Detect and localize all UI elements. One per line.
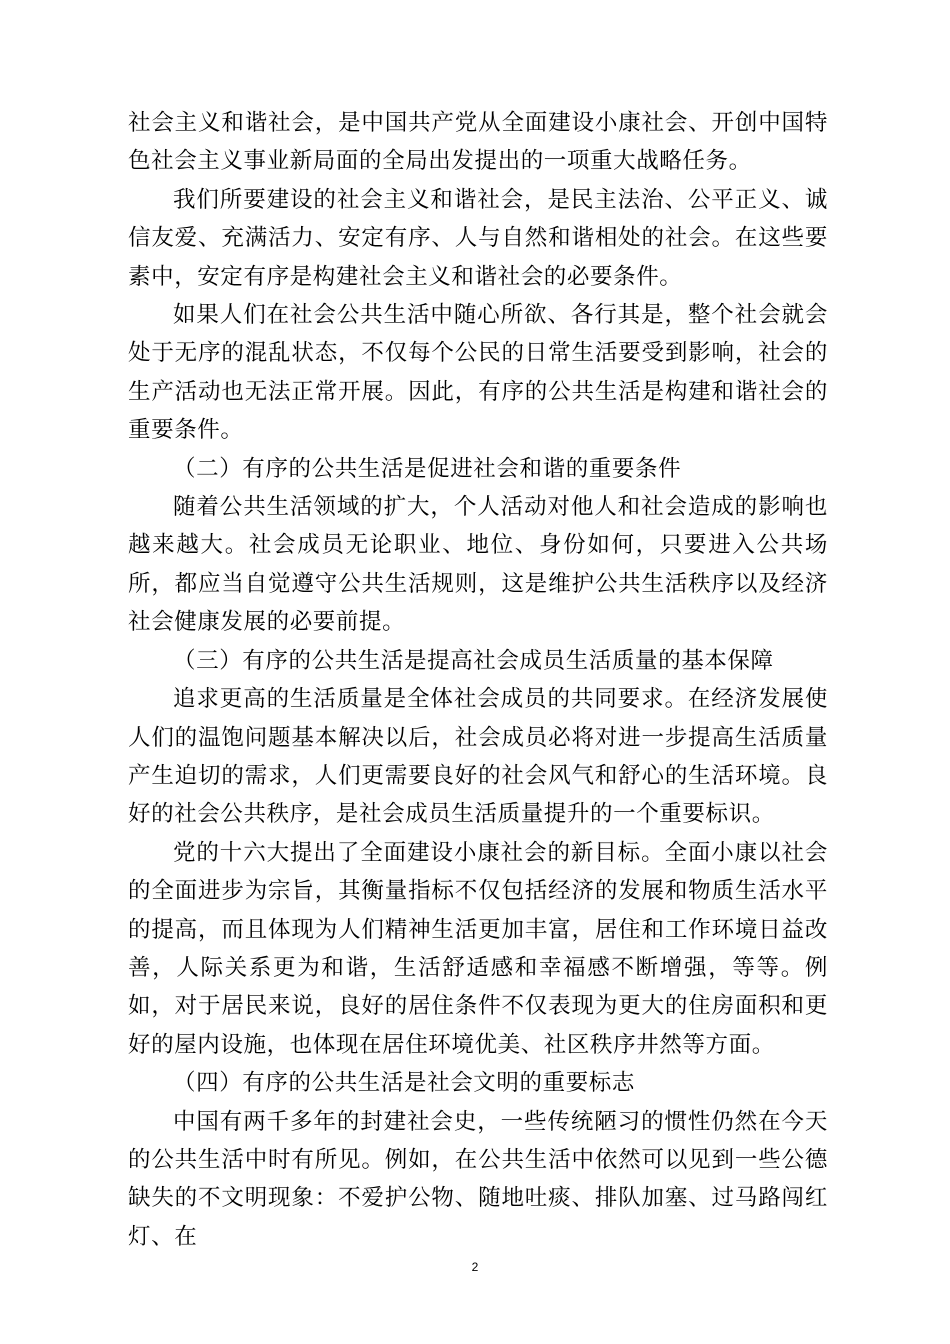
paragraph-continuation: 社会主义和谐社会，是中国共产党从全面建设小康社会、开创中国特色社会主义事业新局面的全局出发提出的一项重大战略任务。 xyxy=(128,110,828,175)
paragraph-feudal-habits: 中国有两千多年的封建社会史，一些传统陋习的惯性仍然在今天的公共生活中时有所见。例如，在公共生活中依然可以见到一些公德缺失的不文明现象：不爱护公物、随地吐痰、排队加塞、过马路闯红灯、在 xyxy=(128,1108,828,1250)
section-heading-4: （四）有序的公共生活是社会文明的重要标志 xyxy=(173,1070,636,1097)
paragraph-sixteenth-congress: 党的十六大提出了全面建设小康社会的新目标。全面小康以社会的全面进步为宗旨，其衡量指标不仅包括经济的发展和物质生活水平的提高，而且体现为人们精神生活更加丰富，居住和工作环境日益改善，人际关系更为和谐，生活舒适感和幸福感不断增强，等等。例如，对于居民来说，良好的居住条件不仅表现为更大的住房面积和更好的屋内设施，也体现在居住环境优美、社区秩序井然等方面。 xyxy=(128,839,828,1058)
paragraph-public-life-expansion: 随着公共生活领域的扩大，个人活动对他人和社会造成的影响也越来越大。社会成员无论职业、地位、身份如何，只要进入公共场所，都应当自觉遵守公共生活规则，这是维护公共生活秩序以及经济社会健康发展的必要前提。 xyxy=(128,494,828,636)
paragraph-harmonious-society-definition: 我们所要建设的社会主义和谐社会，是民主法治、公平正义、诚信友爱、充满活力、安定有序、人与自然和谐相处的社会。在这些要素中，安定有序是构建社会主义和谐社会的必要条件。 xyxy=(128,186,828,290)
page-number: 2 xyxy=(471,1260,479,1274)
body-text xyxy=(128,104,828,1256)
paragraph-quality-of-life: 追求更高的生活质量是全体社会成员的共同要求。在经济发展使人们的温饱问题基本解决以后，社会成员必将对进一步提高生活质量产生迫切的需求，人们更需要良好的社会风气和舒心的生活环境。良好的社会公共秩序，是社会成员生活质量提升的一个重要标识。 xyxy=(128,686,828,828)
section-heading-3: （三）有序的公共生活是提高社会成员生活质量的基本保障 xyxy=(173,647,774,674)
section-heading-2: （二）有序的公共生活是促进社会和谐的重要条件 xyxy=(173,455,682,482)
paragraph-disorder-consequence: 如果人们在社会公共生活中随心所欲、各行其是，整个社会就会处于无序的混乱状态，不仅每个公民的日常生活要受到影响，社会的生产活动也无法正常开展。因此，有序的公共生活是构建和谐社会的重要条件。 xyxy=(128,302,828,444)
